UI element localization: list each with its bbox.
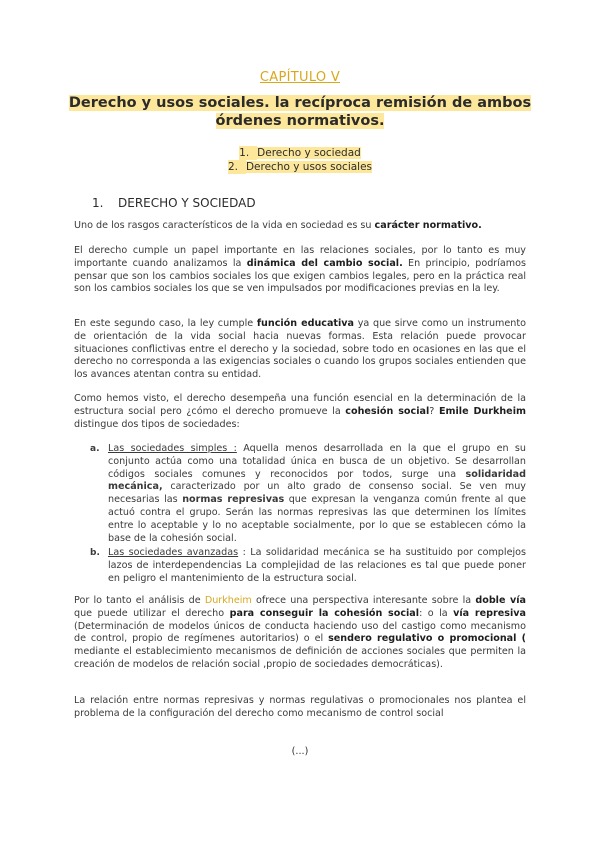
list-marker: b. [90, 548, 100, 558]
text-run: que puede utilizar el derecho [74, 607, 230, 619]
text-run: Aquella menos desarrollada en la que el grupo en su conjunto actúa como una totalidad única en busca de un objetivo. Se desarrollan códigos sociales comunes y reconocidos por todos, surge una [108, 443, 526, 480]
table-of-contents [0, 146, 600, 174]
text-run: distingue dos tipos de sociedades: [74, 418, 240, 430]
highlighted-name: Durkheim [204, 595, 252, 606]
bold-text: solidaridad mecánica, [108, 468, 526, 493]
section-label: DERECHO Y SOCIEDAD [118, 196, 256, 210]
text-run: En principio, podríamos pensar que son los cambios sociales los que exigen cambios legales, pero en la práctica real son los cambios sociales los que se ven impulsados por modificaciones previas en la ley. [74, 257, 526, 295]
toc-item-label: Derecho y usos sociales [245, 161, 373, 173]
bold-text: vía represiva [453, 607, 526, 619]
text-run: En este segundo caso, la ley cumple [74, 318, 257, 329]
text-run: ? [429, 405, 439, 417]
text-run: ofrece una perspectiva interesante sobre la [251, 595, 476, 606]
bold-text: carácter normativo. [374, 220, 482, 231]
toc-item-number: 2. [228, 160, 246, 174]
text-run: que expresan la venganza común frente al que actuó contra el grupo. Serán las normas represivas las que determinen los límites entre lo aceptable y lo no aceptable socialmente, por lo que se establecen cómo la base de la cohesión social. [108, 494, 526, 544]
bold-text: doble vía [475, 595, 526, 606]
text-run: : o la [419, 607, 454, 619]
bold-text: dinámica del cambio social. [246, 257, 403, 269]
paragraph-5 [74, 595, 526, 672]
bold-text: Emile Durkheim [438, 405, 526, 417]
text-run: caracterizado por un alto grado de consenso social. Se ven muy necesarias las [108, 481, 526, 506]
section-heading [92, 196, 256, 210]
bold-text: para conseguir la cohesión social [229, 607, 420, 619]
text-run: mediante el establecimiento mecanismos de definición de acciones sociales que permiten la creación de modelos de relación social ,propio de sociedades democráticas). [74, 646, 526, 670]
chapter-heading: CAPÍTULO V [259, 70, 341, 85]
text-run: Como hemos visto, el derecho desempeña una función esencial en la determinación de la estructura social pero ¿cómo el derecho promueve la [74, 393, 526, 417]
paragraph-2 [74, 245, 526, 296]
bold-text: normas represivas [182, 494, 285, 506]
bold-text: sendero regulativo o promocional ( [328, 633, 527, 645]
list-item [90, 443, 526, 545]
list-marker: a. [90, 444, 100, 454]
bold-text: cohesión social [345, 405, 430, 417]
underlined-term: Las sociedades avanzadas [108, 547, 239, 558]
page-title-text: Derecho y usos sociales. la recíproca remisión de ambos órdenes normativos. [68, 95, 532, 129]
text-run: ya que sirve como un instrumento de orientación de la vida social hacia nuevas formas. Esta relación puede provocar situaciones conflictivas entre el derecho y la sociedad, sobre todo en ocasiones en las que el derecho no corresponda a las exigencias sociales o cuando los grupos sociales entienden que los avances atentan contra su entidad. [74, 318, 527, 381]
toc-item [0, 146, 600, 160]
text-run: El derecho cumple un papel importante en las relaciones sociales, por lo tanto es muy importante cuando analizamos la [74, 245, 526, 269]
paragraph-4 [74, 393, 526, 431]
text-run: : La solidaridad mecánica se ha sustituido por complejos lazos de interdependencias La complejidad de las relaciones es tal que puede poner en peligro el mantenimiento de la estructura social. [108, 547, 526, 584]
bold-text: función educativa [256, 318, 355, 329]
paragraph-3 [74, 318, 526, 382]
continuation-mark: (...) [291, 746, 309, 757]
text-run: Uno de los rasgos característicos de la vida en sociedad es su [74, 220, 375, 231]
paragraph-1 [74, 220, 526, 233]
page-title [60, 94, 540, 130]
list-item [90, 547, 526, 585]
paragraph-6: La relación entre normas represivas y normas regulativas o promocionales nos plantea el problema de la configuración del derecho como mecanismo de control social [74, 695, 526, 719]
text-run: Por lo tanto el análisis de [74, 595, 205, 606]
toc-item-number: 1. [239, 146, 257, 160]
text-run: (Determinación de modelos únicos de conducta haciendo uso del castigo como mecanismo de control, propio de regímenes autoritarios) o el [74, 620, 526, 645]
toc-item [0, 160, 600, 174]
section-number: 1. [92, 196, 104, 210]
underlined-term: Las sociedades simples : [108, 443, 237, 454]
toc-item-label: Derecho y sociedad [257, 147, 361, 159]
